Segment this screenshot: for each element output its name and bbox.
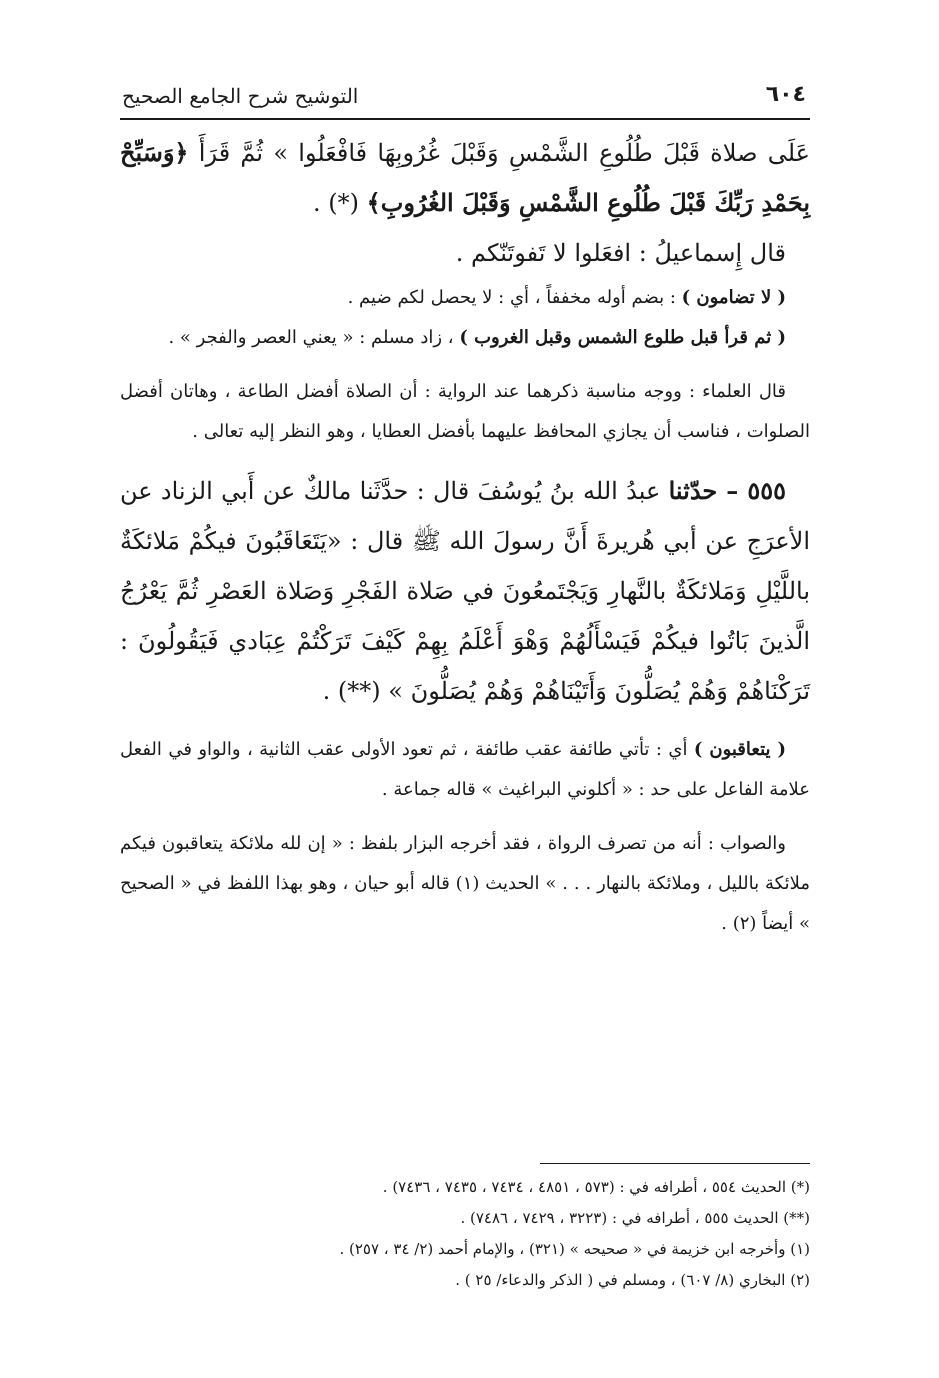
hadith-text: عَلَى صلاة قَبْلَ طُلُوعِ الشَّمْسِ وَقَبْلَ غُرُوبِهَا فَافْعَلُوا » ثُمَّ قَرَأَ	[198, 139, 810, 167]
main-text	[120, 128, 810, 944]
commentary-keyword: ( يتعاقبون )	[693, 739, 787, 760]
hadith-554-continuation	[120, 128, 810, 228]
quran-verse: ﴿وَسَبِّحْ بِحَمْدِ رَبِّكَ قَبْلَ طُلُوعِ الشَّمْسِ وَقَبْلَ الغُرُوبِ﴾	[120, 138, 810, 217]
footnote: (٢) البخاري (٨/ ٦٠٧) ، ومسلم في ( الذكر والدعاء/ ٢٥ ) .	[455, 1271, 810, 1289]
commentary-paragraph: قال العلماء : ووجه مناسبة ذكرهما عند الرواية : أن الصلاة أفضل الطاعة ، وهاتان أفضل الصلوات ، فناسب أن يجازي المحافظ عليهما بأفضل العطايا ، وهو النظر إليه تعالى .	[120, 381, 810, 442]
footnote: (**) الحديث ٥٥٥ ، أطرافه في : (٣٢٢٣ ، ٧٤٢٩ ، ٧٤٨٦) .	[460, 1209, 810, 1227]
commentary-text: ، زاد مسلم : « يعني العصر والفجر » .	[168, 327, 460, 348]
hadith-number: ٥٥٥ – حدّثنا	[668, 476, 786, 505]
verse-reference: (*) .	[313, 189, 360, 217]
commentary-paragraph	[120, 318, 810, 358]
ismail-narration: قال إِسماعيلُ : افعَلوا لا تَفوتَنّكم .	[455, 239, 786, 267]
footnote: (*) الحديث ٥٥٤ ، أطرافه في : (٥٧٣ ، ٤٨٥١ ، ٧٤٣٤ ، ٧٤٣٥ ، ٧٤٣٦) .	[382, 1178, 810, 1196]
running-title: التوشيح شرح الجامع الصحيح	[122, 84, 359, 108]
footnote-divider	[540, 1163, 810, 1164]
page-header	[120, 82, 810, 120]
commentary-text: أي : تأتي طائفة عقب طائفة ، ثم تعود الأولى عقب الثانية ، والواو في الفعل علامة الفاعل على حد : « أكلوني البراغيث » قاله جماعة .	[120, 739, 810, 800]
commentary-text: : بضم أوله مخففاً ، أي : لا يحصل لكم ضيم .	[347, 287, 682, 308]
commentary-paragraph	[120, 278, 810, 318]
hadith-text: عبدُ الله بنُ يُوسُفَ قال : حدَّثَنا مالكٌ عن أَبي الزناد عن الأعرَجِ عن أبي هُريرةَ أَنَّ رسولَ الله ﷺ قال : «يَتَعَاقَبُونَ فيكُمْ مَلائكَةٌ باللَّيْلِ وَمَلائكَةٌ بالنَّهارِ وَيَجْتَمعُونَ في صَلاة الفَجْرِ وَصَلاة العَصْرِ ثُمَّ يَعْرُجُ الَّذينَ بَاتُوا فيكُمْ فَيَسْأَلُهُمْ وَهْوَ أَعْلَمُ بِهِمْ كَيْفَ تَرَكْتُمْ عِبَادي فَيَقُولُونَ : تَرَكْنَاهُمْ وَهُمْ يُصَلُّونَ وَأَتَيْنَاهُمْ وَهُمْ يُصَلُّونَ » (**) .	[120, 477, 810, 705]
hadith-555	[120, 466, 810, 716]
footnote: (١) وأخرجه ابن خزيمة في « صحيحه » (٣٢١) ، والإمام أحمد (٢/ ٣٤ ، ٢٥٧) .	[339, 1240, 810, 1258]
commentary-paragraph: والصواب : أنه من تصرف الرواة ، فقد أخرجه البزار بلفظ : « إن لله ملائكة يتعاقبون فيكم ملائكة بالليل ، وملائكة بالنهار . . . » الحديث (١) قاله أبو حيان ، وهو بهذا اللفظ في « الصحيح » أيضاً (٢) .	[120, 833, 810, 934]
commentary-paragraph	[120, 730, 810, 810]
commentary-keyword: ( لا تضامون )	[681, 287, 786, 308]
page-number: ٦٠٤	[765, 82, 806, 107]
footnotes	[120, 1172, 810, 1296]
commentary-keyword: ( ثم قرأ قبل طلوع الشمس وقبل الغروب )	[459, 327, 786, 348]
